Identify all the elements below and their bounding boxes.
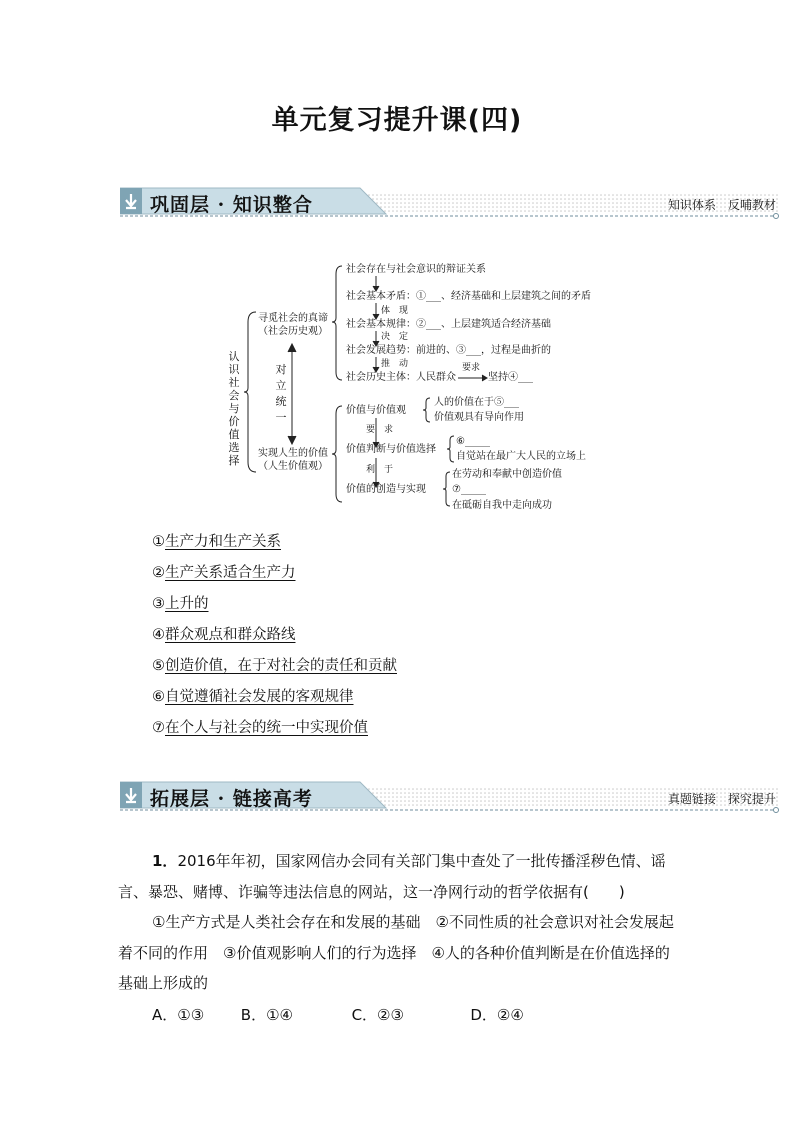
b1-item-2: 社会基本矛盾：①___、经济基础和上层建筑之间的矛盾 [346,291,591,302]
branch1-title: 寻觅社会的真谛 [258,313,328,324]
answer-item-6: ⑥自觉遵循社会发展的客观规律 [152,689,354,705]
b2-sub1-2: 价值观具有导向作用 [434,412,524,423]
b1-item-3: 社会基本规律：②___、上层建筑适合经济基础 [346,319,551,330]
b2-sub1-1: 人的价值在于⑤___ [434,397,519,408]
b2-sub3-2: ⑦_____ [452,484,486,495]
section-subtitle: 真题链接 探究提升 [667,792,776,806]
b2-connector-2: 利 于 [366,465,394,475]
knowledge-diagram [0,0,794,520]
option-b: B．①④ [240,1006,293,1024]
b2-item-2: 价值判断与价值选择 [346,444,436,455]
b2-sub2-1: ⑥_____ [456,436,490,447]
option-c: C．②③ [351,1006,404,1024]
section-subtitle: 知识体系 反哺教材 [667,198,776,212]
question-stem: 1．2016年年初，国家网信办会同有关部门集中查处了一批传播淫秽色情、谣言、暴恐、赌博、诈骗等违法信息的网站，这一净网行动的哲学依据有( ) [118,852,666,901]
section-title: 巩固层 · 知识整合 [150,194,313,216]
option-d: D．②④ [470,1006,524,1024]
option-a: A．①③ [152,1006,205,1024]
b2-sub3-3: 在砥砺自我中走向成功 [452,500,552,511]
branch1-subtitle: （社会历史观） [258,326,328,337]
diagram-middle-relation: 对立统一 [275,363,287,424]
b1-connector-1: 体 现 [381,306,409,316]
answer-item-7: ⑦在个人与社会的统一中实现价值 [152,720,368,736]
question-statements: ①生产方式是人类社会存在和发展的基础 ②不同性质的社会意识对社会发展起着不同的作用 ③价值观影响人们的行为选择 ④人的各种价值判断是在价值选择的基础上形成的 [118,913,674,992]
branch2-subtitle: （人生价值观） [258,461,328,472]
answer-item-3: ③上升的 [152,596,209,612]
answer-item-5: ⑤创造价值，在于对社会的责任和贡献 [152,658,397,674]
diagram-lines [0,0,794,520]
b2-connector-1: 要 求 [366,425,394,435]
b2-item-3: 价值的创造与实现 [346,484,426,495]
b2-sub2-2: 自觉站在最广大人民的立场上 [456,451,586,462]
b1-connector-3: 推 动 [381,359,409,369]
section-title: 拓展层 · 链接高考 [150,788,313,810]
branch2-title: 实现人生的价值 [258,448,328,459]
question-number: 1． [152,852,178,870]
answer-item-2: ②生产关系适合生产力 [152,565,296,581]
section-banner-extension [120,780,780,824]
answer-item-1: ①生产力和生产关系 [152,534,281,550]
b1-item-1: 社会存在与社会意识的辩证关系 [346,264,486,275]
answer-item-4: ④群众观点和群众路线 [152,627,296,643]
page-title: 单元复习提升课(四) [271,105,523,136]
b1-connector-2: 决 定 [381,332,409,342]
b2-item-1: 价值与价值观 [346,405,406,416]
b1-item-5: 社会历史主体：人民群众 [346,372,456,383]
b1-connector-4: 要求 [462,363,481,373]
b1-item-4: 社会发展趋势：前进的、③___，过程是曲折的 [346,345,551,356]
diagram-root: 认识社会与价值选择 [228,350,240,467]
b2-sub3-1: 在劳动和奉献中创造价值 [452,469,562,480]
question-options [152,1004,524,1025]
b1-item-5-tail: 坚持④___ [488,372,533,383]
